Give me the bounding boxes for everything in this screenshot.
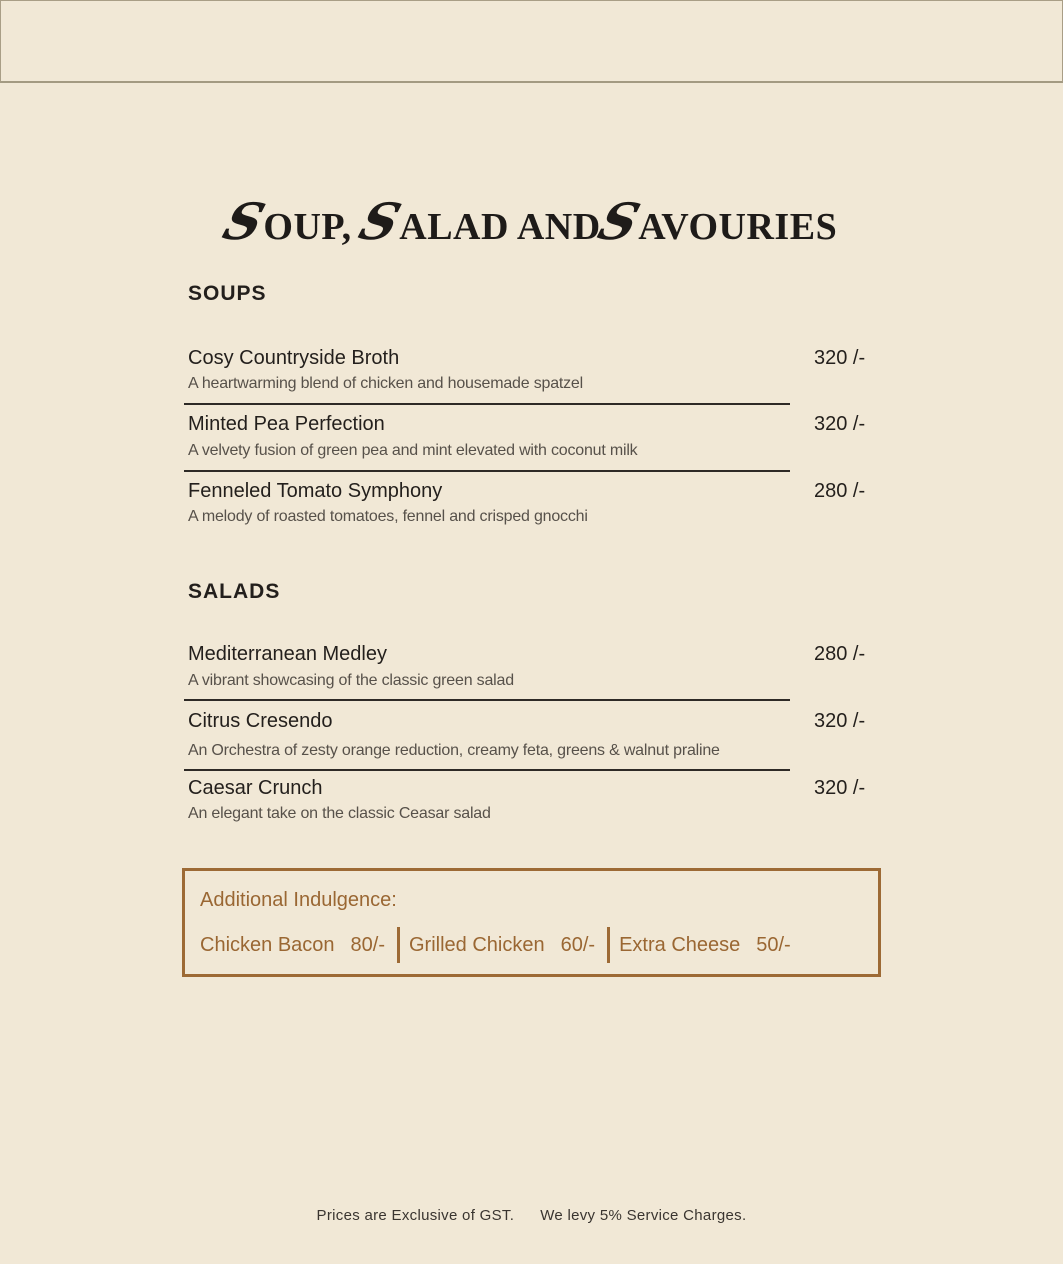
item-description: An Orchestra of zesty orange reduction, creamy feta, greens & walnut praline xyxy=(188,742,720,759)
title-word-soup: SOUP, xyxy=(216,192,362,251)
service-charge-note: We levy 5% Service Charges. xyxy=(540,1207,747,1224)
addon-separator xyxy=(607,927,610,963)
title-word-savouries: SAVOURIES xyxy=(591,192,838,251)
item-name: Mediterranean Medley xyxy=(188,643,387,665)
addon-price: 80/- xyxy=(350,933,385,956)
gst-note: Prices are Exclusive of GST. xyxy=(316,1207,515,1224)
divider xyxy=(184,769,790,771)
item-description: A melody of roasted tomatoes, fennel and crisped gnocchi xyxy=(188,508,588,525)
item-description: A heartwarming blend of chicken and housemade spatzel xyxy=(188,375,583,392)
addons-box xyxy=(182,868,881,977)
item-name: Citrus Cresendo xyxy=(188,710,333,732)
addon-name: Extra Cheese xyxy=(619,933,741,956)
addons-row xyxy=(200,926,791,964)
divider xyxy=(184,403,790,405)
addon-item xyxy=(409,934,595,957)
divider xyxy=(184,470,790,472)
item-price: 320 /- xyxy=(814,710,866,732)
addons-title: Additional Indulgence: xyxy=(200,889,397,911)
addon-item xyxy=(200,934,385,957)
addon-price: 50/- xyxy=(756,933,791,956)
item-price: 320 /- xyxy=(814,413,866,435)
title-word-salad: SALAD AND xyxy=(352,192,601,251)
item-price: 320 /- xyxy=(814,777,866,799)
item-price: 320 /- xyxy=(814,347,866,369)
item-name: Minted Pea Perfection xyxy=(188,413,385,435)
item-name: Cosy Countryside Broth xyxy=(188,347,400,369)
divider xyxy=(184,699,790,701)
addon-name: Grilled Chicken xyxy=(409,933,545,956)
section-heading-soups: SOUPS xyxy=(188,282,267,305)
addon-item xyxy=(619,934,791,957)
item-description: A velvety fusion of green pea and mint elevated with coconut milk xyxy=(188,442,638,459)
addon-price: 60/- xyxy=(560,933,596,956)
item-price: 280 /- xyxy=(814,643,866,665)
footer-note xyxy=(0,1207,1063,1224)
addon-name: Chicken Bacon xyxy=(200,933,335,956)
addon-separator xyxy=(397,927,400,963)
section-heading-salads: SALADS xyxy=(188,580,281,603)
item-price: 280 /- xyxy=(814,480,866,502)
page-title xyxy=(0,192,1063,251)
item-description: A vibrant showcasing of the classic green salad xyxy=(188,672,514,689)
item-name: Caesar Crunch xyxy=(188,777,323,799)
item-description: An elegant take on the classic Ceasar salad xyxy=(188,805,491,822)
item-name: Fenneled Tomato Symphony xyxy=(188,480,443,502)
header-band xyxy=(0,0,1063,83)
